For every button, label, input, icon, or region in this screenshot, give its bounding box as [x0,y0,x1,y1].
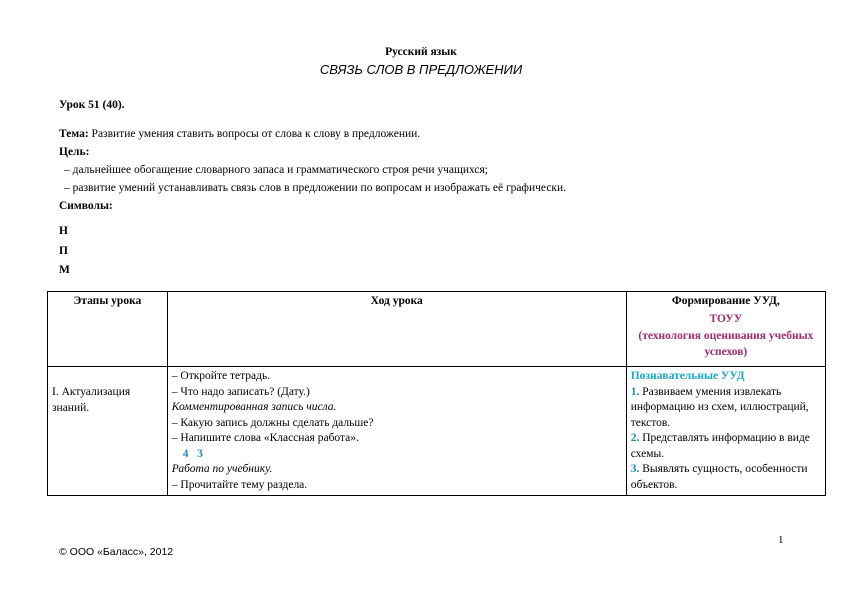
lesson-theme [59,128,420,140]
goal-item: – развитие умений устанавливать связь слов в предложении по вопросам и изображать её графически. [64,182,567,194]
stage-cell: I. Актуализация знаний. [48,367,168,496]
uud-item [631,385,821,432]
uud-item [631,431,821,462]
symbol-n: Н [59,225,68,237]
page-number: 1 [778,534,784,546]
uud-item-text: Представлять информацию в виде схемы. [630,432,810,460]
header-uud-line1: Формирование УУД, [671,295,780,307]
table-header-row [48,292,826,367]
uud-item [631,462,821,493]
symbols-label: Символы: [59,200,113,212]
lesson-topic-title: СВЯЗЬ СЛОВ В ПРЕДЛОЖЕНИИ [319,62,523,77]
header-toyu: ТОУУ [709,312,743,325]
symbol-m: М [59,264,70,276]
step: – Что надо записать? (Дату.) [171,385,310,398]
lesson-plan-table [47,291,826,496]
step-numbers: 4 3 [182,447,203,460]
header-lesson-flow: Ход урока [167,292,626,367]
uud-item-text: Выявлять сущность, особенности объектов. [630,463,808,491]
uud-item-number: 3. [630,463,640,475]
goal-label: Цель: [59,146,90,158]
lesson-flow-cell [167,367,626,496]
uud-item-number: 2. [630,432,640,444]
step: Работа по учебнику. [171,463,273,475]
header-uud [626,292,825,367]
table-row [48,367,826,496]
copyright: © ООО «Баласс», 2012 [59,546,174,558]
header-toyu-description: (технология оценивания учебных успехов) [638,330,814,358]
uud-item-number: 1. [630,385,640,398]
header-stages: Этапы урока [48,292,168,367]
step: – Напишите слова «Классная работа». [171,432,359,444]
step: – Откройте тетрадь. [171,370,271,382]
goal-item: – дальнейшее обогащение словарного запаса и грамматического строя речи учащихся; [64,164,489,176]
lesson-number: Урок 51 (40). [59,99,125,111]
subject-title: Русский язык [385,46,457,58]
step: Комментированная запись числа. [171,401,337,413]
uud-item-text: Развиваем умения извлекать информацию из схем, иллюстраций, текстов. [630,385,809,429]
step: – Прочитайте тему раздела. [171,478,308,491]
theme-text: Развитие умения ставить вопросы от слова к слову в предложении. [88,128,421,140]
uud-title: Познавательные УУД [630,370,745,382]
uud-cell [626,367,825,496]
symbol-p: П [59,245,68,257]
step: – Какую запись должны сделать дальше? [171,416,374,429]
theme-label: Тема: [59,128,89,140]
